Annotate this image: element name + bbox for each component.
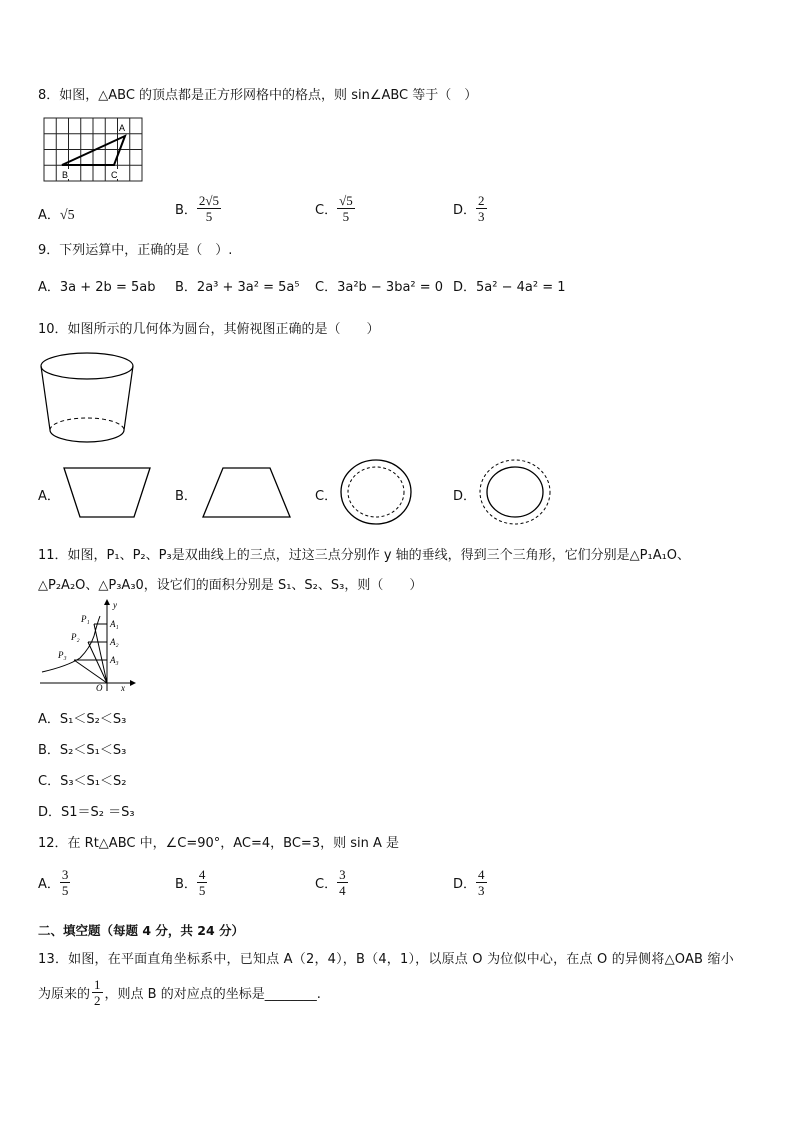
q12-opt-c-den: 4: [339, 883, 346, 898]
q9-option-b[interactable]: B．2a³ + 3a² = 5a⁵: [175, 280, 300, 295]
q11-label-a3: A₃: [110, 655, 119, 665]
q11-option-d[interactable]: D．S1＝S₂ ＝S₃: [38, 805, 135, 820]
section-title-fill-blank: 二、填空题（每题 4 分，共 24 分）: [38, 923, 245, 938]
q10-option-c-label[interactable]: C．: [315, 489, 338, 504]
q11-origin-label: O: [96, 683, 103, 693]
q8-opt-a-label: A．: [38, 208, 60, 223]
q11-label-p2: P₂: [71, 632, 80, 642]
q13-frac-den: 2: [94, 993, 101, 1008]
q13-stem-line1: 13．如图，在平面直角坐标系中，已知点 A（2，4），B（4，1），以原点 O 为位似中心，在点 O 的异侧将△OAB 缩小: [38, 952, 734, 967]
q8-label-c: C: [111, 170, 118, 180]
q10-option-a-label[interactable]: A．: [38, 489, 60, 504]
q8-opt-b-label: B．: [175, 203, 197, 218]
q8-opt-c-num: √5: [339, 193, 353, 208]
q10-option-b-figure[interactable]: [200, 466, 294, 520]
q12-opt-d-label: D．: [453, 877, 477, 892]
q10-option-a-figure[interactable]: [62, 466, 154, 520]
q11-label-p3: P₃: [58, 650, 67, 660]
q8-option-a[interactable]: [38, 204, 75, 224]
q8-stem: 8．如图，△ABC 的顶点都是正方形网格中的格点，则 sin∠ABC 等于（ ）: [38, 88, 478, 103]
q12-opt-c-label: C．: [315, 877, 338, 892]
q11-stem-line1: 11．如图，P₁、P₂、P₃是双曲线上的三点，过这三点分别作 y 轴的垂线，得到三个三角形，它们分别是△P₁A₁O、: [38, 548, 691, 563]
q8-option-c[interactable]: [315, 193, 355, 224]
q8-opt-d-den: 3: [478, 209, 485, 224]
q9-option-a[interactable]: A．3a + 2b = 5ab: [38, 280, 156, 295]
q8-opt-c-label: C．: [315, 203, 338, 218]
q11-label-a2: A₂: [110, 637, 119, 647]
q12-opt-b-den: 5: [198, 883, 206, 898]
q12-option-c[interactable]: [315, 867, 348, 898]
q10-option-d-label[interactable]: D．: [453, 489, 477, 504]
q11-label-a1: A₁: [110, 619, 119, 629]
q8-label-a: A: [119, 123, 126, 133]
q8-opt-c-den: 5: [342, 209, 350, 224]
q12-opt-a-label: A．: [38, 877, 60, 892]
q8-option-d[interactable]: [453, 193, 487, 224]
q10-option-c-figure[interactable]: [339, 459, 413, 525]
q8-opt-b-num: 2√5: [198, 193, 220, 208]
q11-stem-line2: △P₂A₂O、△P₃A₃0，设它们的面积分别是 S₁、S₂、S₃，则（ ）: [38, 578, 423, 593]
q12-opt-b-num: 4: [198, 867, 206, 882]
q9-option-c[interactable]: C．3a²b − 3ba² = 0: [315, 280, 444, 295]
hyperbola-figure: [38, 596, 138, 696]
q10-stem: 10．如图所示的几何体为圆台，其俯视图正确的是（ ）: [38, 322, 380, 337]
q9-option-d[interactable]: D．5a² − 4a² = 1: [453, 280, 566, 295]
q12-option-a[interactable]: [38, 867, 70, 898]
q11-option-c[interactable]: C．S₃＜S₁＜S₂: [38, 774, 127, 789]
q13-stem-pre: 为原来的: [38, 987, 91, 1002]
q8-opt-d-num: 2: [478, 193, 485, 208]
q8-label-b: B: [62, 170, 69, 180]
q12-option-b[interactable]: [175, 867, 207, 898]
q12-opt-b-label: B．: [175, 877, 197, 892]
q11-label-p1: P₁: [81, 614, 90, 624]
q10-option-d-figure[interactable]: [478, 459, 552, 525]
q12-option-d[interactable]: [453, 867, 487, 898]
q11-axis-y-label: y: [113, 600, 117, 610]
q12-stem: 12．在 Rt△ABC 中，∠C=90°，AC=4，BC=3，则 sin A 是: [38, 836, 400, 851]
q8-opt-d-label: D．: [453, 203, 477, 218]
q12-opt-a-num: 3: [61, 867, 69, 882]
q13-frac-num: 1: [94, 977, 101, 992]
q12-opt-c-num: 3: [339, 867, 346, 882]
q12-opt-a-den: 5: [61, 883, 69, 898]
q8-option-b[interactable]: [175, 193, 221, 224]
q9-stem: 9．下列运算中，正确的是（ ）.: [38, 243, 233, 258]
q12-opt-d-num: 4: [478, 867, 485, 882]
q11-option-b[interactable]: B．S₂＜S₁＜S₃: [38, 743, 127, 758]
q8-opt-b-den: 5: [205, 209, 213, 224]
q10-option-b-label[interactable]: B．: [175, 489, 197, 504]
q8-grid-figure: [44, 118, 144, 182]
q13-answer-blank[interactable]: ，则点 B 的对应点的坐标是________.: [104, 987, 321, 1002]
q13-stem-line2: [38, 977, 321, 1008]
q12-opt-d-den: 3: [478, 883, 485, 898]
q11-option-a[interactable]: A．S₁＜S₂＜S₃: [38, 712, 127, 727]
frustum-figure: [38, 350, 138, 450]
q11-axis-x-label: x: [121, 683, 125, 693]
q8-opt-a-math: √5: [59, 208, 75, 223]
